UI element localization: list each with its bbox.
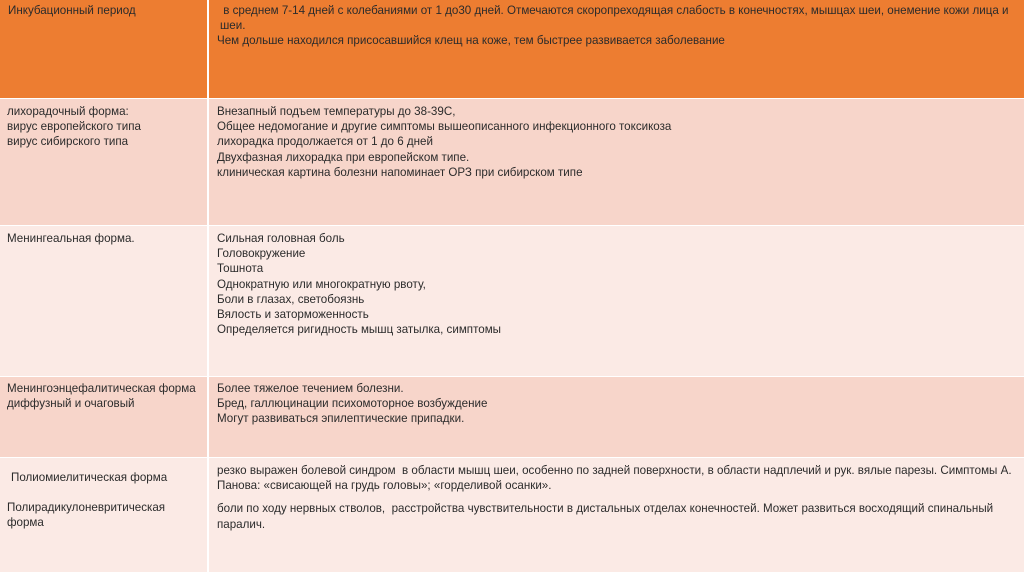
row-label: Полиомиелитическая форма [11,471,168,484]
table-row [0,99,1024,226]
row-description-cell [208,377,1024,458]
table-row [0,377,1024,458]
row-label: Менингоэнцефалитическая форма [7,382,196,395]
table-row [0,458,1024,573]
table-row [0,0,1024,99]
description-line: Вялость и заторможенность [217,308,369,322]
row-label: Инкубационный период [8,4,136,17]
description-line: Чем дольше находился присосавшийся клещ на коже, тем быстрее развивается заболевание [217,34,725,48]
description-line: боли по ходу нервных стволов, расстройства чувствительности в дистальных отделах конечностей. Может развиться восходящий спинальный паралич. [217,502,997,531]
row-label: лихорадочный форма: [7,105,129,118]
row-description-cell [208,458,1024,573]
row-label: вирус сибирского типа [7,135,129,149]
row-description-cell [208,99,1024,226]
row-label: Полирадикулоневритическая форма [7,501,169,530]
description-line: резко выражен болевой синдром в области мышц шеи, особенно по задней поверхности, в области надплечий и рук. вялые парезы. Симптомы А. Панова: «свисающей на грудь головы»; «горделивой осанки». [217,464,1015,493]
description-line: лихорадка продолжается от 1 до 6 дней [217,135,433,149]
row-label: вирус европейского типа [7,120,141,134]
row-label: Менингеальная форма. [7,232,135,245]
description-line: Сильная головная боль [217,232,345,245]
row-label-cell [0,458,208,573]
table-row [0,226,1024,377]
description-line: Могут развиваться эпилептические припадки. [217,412,465,426]
description-line: Более тяжелое течением болезни. [217,382,404,395]
description-line: Общее недомогание и другие симптомы вышеописанного инфекционного токсикоза [217,120,672,134]
spacer [11,485,200,500]
spacer [217,493,1017,501]
row-label-cell [0,0,208,99]
row-label-cell [0,99,208,226]
description-line: Определяется ригидность мышц затылка, симптомы [217,323,502,337]
row-label-cell [0,226,208,377]
description-line: Тошнота [217,262,264,276]
row-label-cell [0,377,208,458]
description-line: Боли в глазах, светобоязнь [217,292,365,306]
description-line: Бред, галлюцинации психомоторное возбуждение [217,397,488,411]
description-line: Однократную или многократную рвоту, [217,277,426,291]
description-line: Двухфазная лихорадка при европейском типе. [217,150,470,164]
description-line: Внезапный подъем температуры до 38-39С, [217,105,456,118]
row-label: диффузный и очаговый [7,397,135,411]
description-line: Головокружение [217,247,306,261]
description-line: клиническая картина болезни напоминает ОРЗ при сибирском типе [217,165,583,179]
row-description-cell [208,226,1024,377]
description-line: в среднем 7-14 дней с колебаниями от 1 до30 дней. Отмечаются скоропреходящая слабость в конечностях, мышцах шеи, онемение кожи лица и шеи. [220,4,1012,33]
row-description-cell [208,0,1024,99]
